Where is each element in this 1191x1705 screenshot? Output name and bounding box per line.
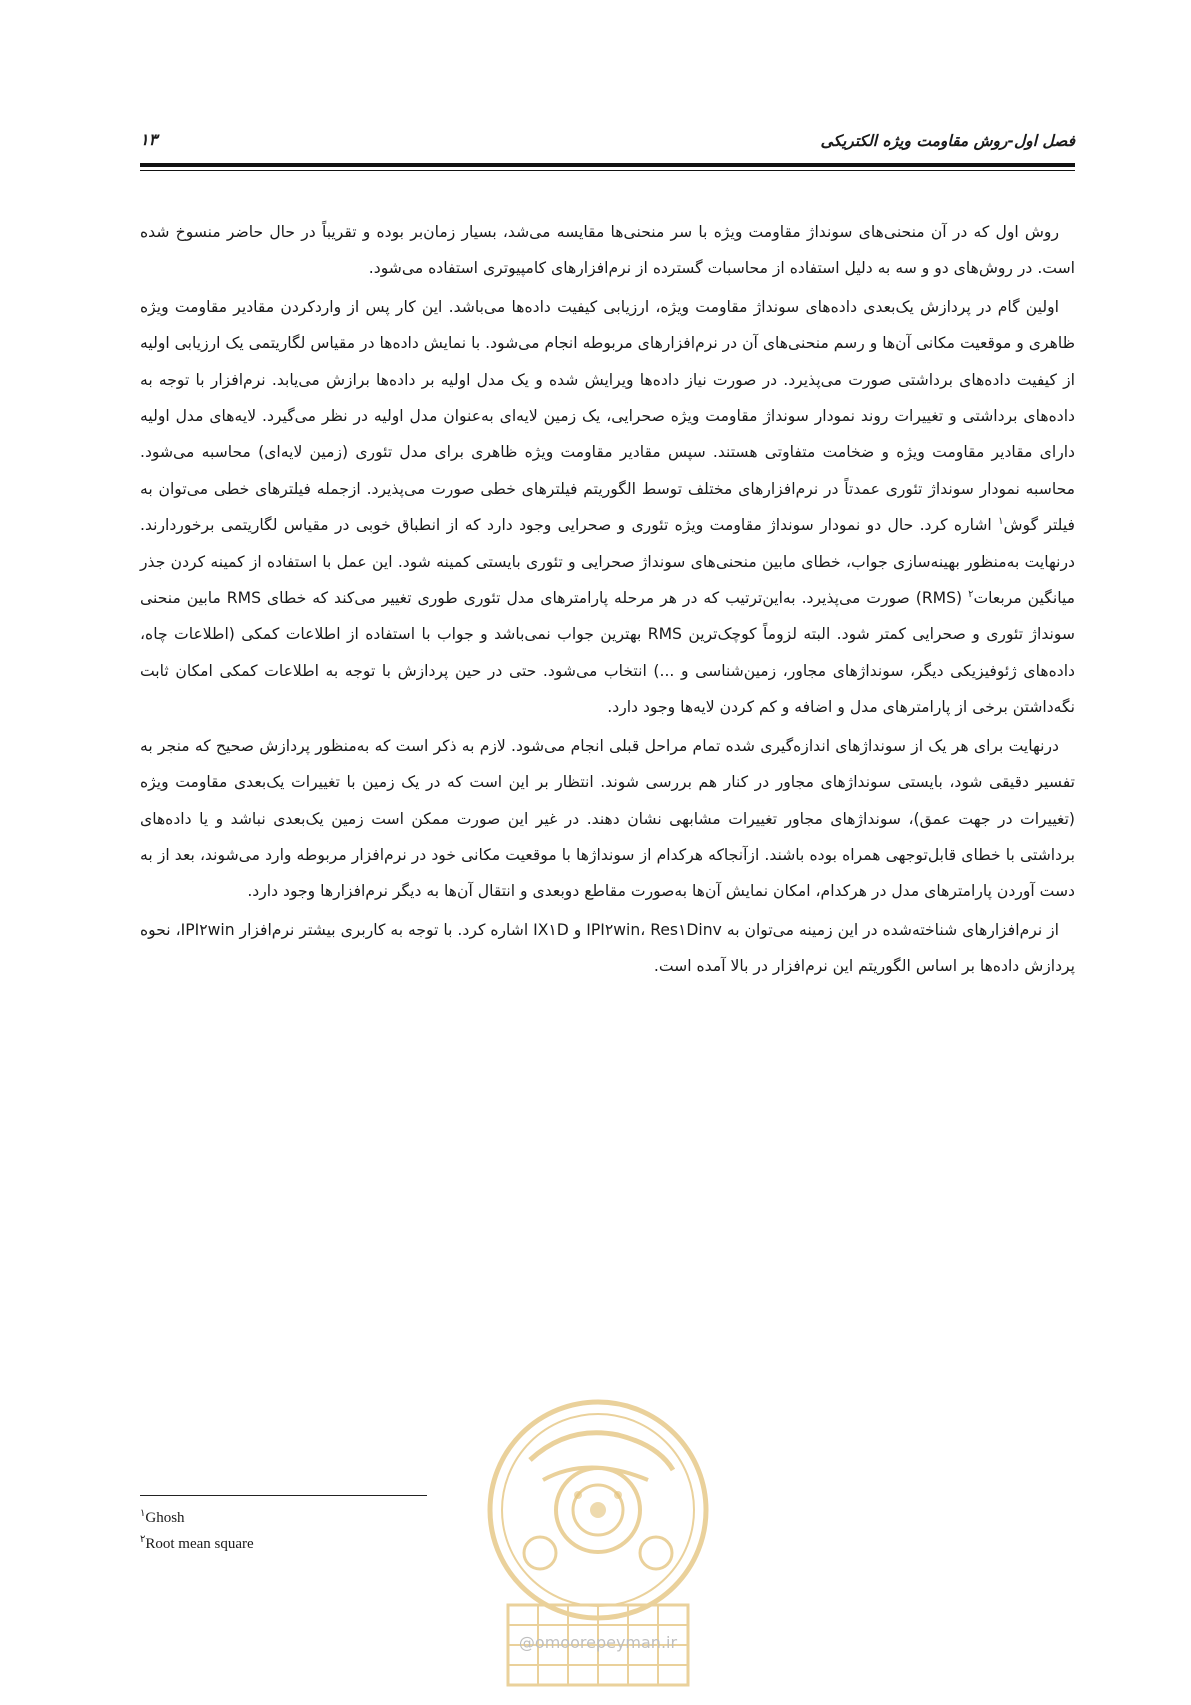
footnote-separator (140, 1495, 427, 1496)
watermark-logo (468, 1385, 728, 1705)
footnote-mark: ۱ (140, 1508, 146, 1519)
footnote-ref: ۱ (998, 516, 1004, 528)
footnote (140, 1505, 254, 1531)
paragraph-part: اولین گام در پردازش یک‌بعدی داده‌های سونداژ مقاومت ویژه، ارزیابی کیفیت داده‌ها می‌باشد. این کار پس از واردکردن مقادیر مقاومت ویژه ظاهری و موقعیت مکانی آن‌ها و رسم منحنی‌های آن در نرم‌افزارهای مربوطه انجام می‌شود. با نمایش داده‌ها در مقیاس لگاریتمی یک ارزیابی اولیه از کیفیت داده‌های برداشتی صورت می‌پذیرد. در صورت نیاز داده‌ها ویرایش شده و یک مدل اولیه بر داده‌ها برازش می‌یابد. نرم‌افزار با توجه به داده‌های برداشتی و تغییرات روند نمودار سونداژ مقاومت ویژه صحرایی، یک زمین لایه‌ای به‌عنوان مدل اولیه در نظر می‌گیرد. لایه‌های مدل اولیه دارای مقادیر مقاومت ویژه و ضخامت متفاوتی هستند. سپس مقادیر مقاومت ویژه ظاهری برای مدل تئوری (زمین لایه‌ای) محاسبه می‌شود. محاسبه نمودار سونداژ تئوری عمدتاً در نرم‌افزارهای مختلف توسط الگوریتم فیلترهای خطی صورت می‌پذیرد. ازجمله فیلترهای خطی می‌توان به فیلتر گوش (140, 297, 1075, 535)
paragraph: درنهایت برای هر یک از سونداژهای اندازه‌گیری شده تمام مراحل قبلی انجام می‌شود. لازم به ذکر است که به‌منظور پردازش صحیح که منجر به تفسیر دقیقی شود، بایستی سونداژهای مجاور در کنار هم بررسی شوند. انتظار بر این است که در یک زمین با تغییرات یک‌بعدی مقاومت ویژه (تغییرات در جهت عمق)، سونداژهای مجاور تغییرات مشابهی نشان دهند. در غیر این صورت ممکن است زمین یک‌بعدی نباشد و یا داده‌های برداشتی با خطای قابل‌توجهی همراه بوده باشند. ازآنجاکه هرکدام از سونداژها با موقعیت مکانی خود در نرم‌افزار مربوطه وارد می‌شوند، بعد از به دست آوردن پارامترهای مدل در هرکدام، امکان نمایش آن‌ها به‌صورت مقاطع دوبعدی و انتقال آن‌ها به دیگر نرم‌افزارها وجود دارد. (140, 736, 1075, 901)
paragraph: از نرم‌افزارهای شناخته‌شده در این زمینه می‌توان به IPI۲win، Res۱Dinv و IX۱D اشاره کرد. با توجه به کاربری بیشتر نرم‌افزار IPI۲win، نحوه پردازش داده‌ها بر اساس الگوریتم این نرم‌افزار در بالا آمده است. (140, 920, 1075, 976)
body-text (140, 214, 1075, 987)
footnotes (140, 1505, 254, 1557)
footnote-ref: ۲ (968, 588, 974, 600)
footnote-mark: ۲ (140, 1534, 146, 1545)
paragraph (140, 289, 1075, 726)
paragraph-part: (RMS) صورت می‌پذیرد. به‌این‌ترتیب که در هر مرحله پارامترهای مدل تئوری طوری تغییر می‌کند که خطای RMS مابین منحنی سونداژ تئوری و صحرایی کمتر شود. البته لزوماً کوچک‌ترین RMS بهترین جواب نمی‌باشد و جواب با استفاده از اطلاعات کمکی (اطلاعات چاه، داده‌های ژئوفیزیکی دیگر، سونداژهای مجاور، زمین‌شناسی و ...) انتخاب می‌شود. حتی در حین پردازش با توجه به اطلاعات کمکی امکان ثابت نگه‌داشتن برخی از پارامترهای مدل و اضافه و کم کردن لایه‌ها وجود دارد. (140, 589, 1075, 717)
paragraph: روش اول که در آن منحنی‌های سونداژ مقاومت ویژه با سر منحنی‌ها مقایسه می‌شد، بسیار زمان‌بر بوده و تقریباً در حال حاضر منسوخ شده است. در روش‌های دو و سه به دلیل استفاده از محاسبات گسترده از نرم‌افزارهای کامپیوتری استفاده می‌شود. (140, 223, 1075, 278)
chapter-title: فصل اول-روش مقاومت ویژه الکتریکی (820, 132, 1075, 150)
header-rule-thin (140, 170, 1075, 171)
footnote (140, 1531, 254, 1557)
footnote-text: Root mean square (145, 1536, 254, 1552)
page-number: ۱۳ (140, 130, 158, 149)
footnote-text: Ghosh (145, 1510, 185, 1526)
header-rule-thick (140, 163, 1075, 167)
paragraph-part: اشاره کرد. حال دو نمودار سونداژ مقاومت ویژه تئوری و صحرایی وجود دارد که از انطباق خوبی در مقیاس لگاریتمی برخوردارند. درنهایت به‌منظور بهینه‌سازی جواب، خطای مابین منحنی‌های سونداژ صحرایی و تئوری بایستی کمینه شود. این عمل با استفاده از کمینه کردن جذر میانگین مربعات (140, 516, 1076, 608)
page-header (140, 128, 1075, 162)
watermark-url: @omoorepeyman.ir (518, 1633, 678, 1652)
